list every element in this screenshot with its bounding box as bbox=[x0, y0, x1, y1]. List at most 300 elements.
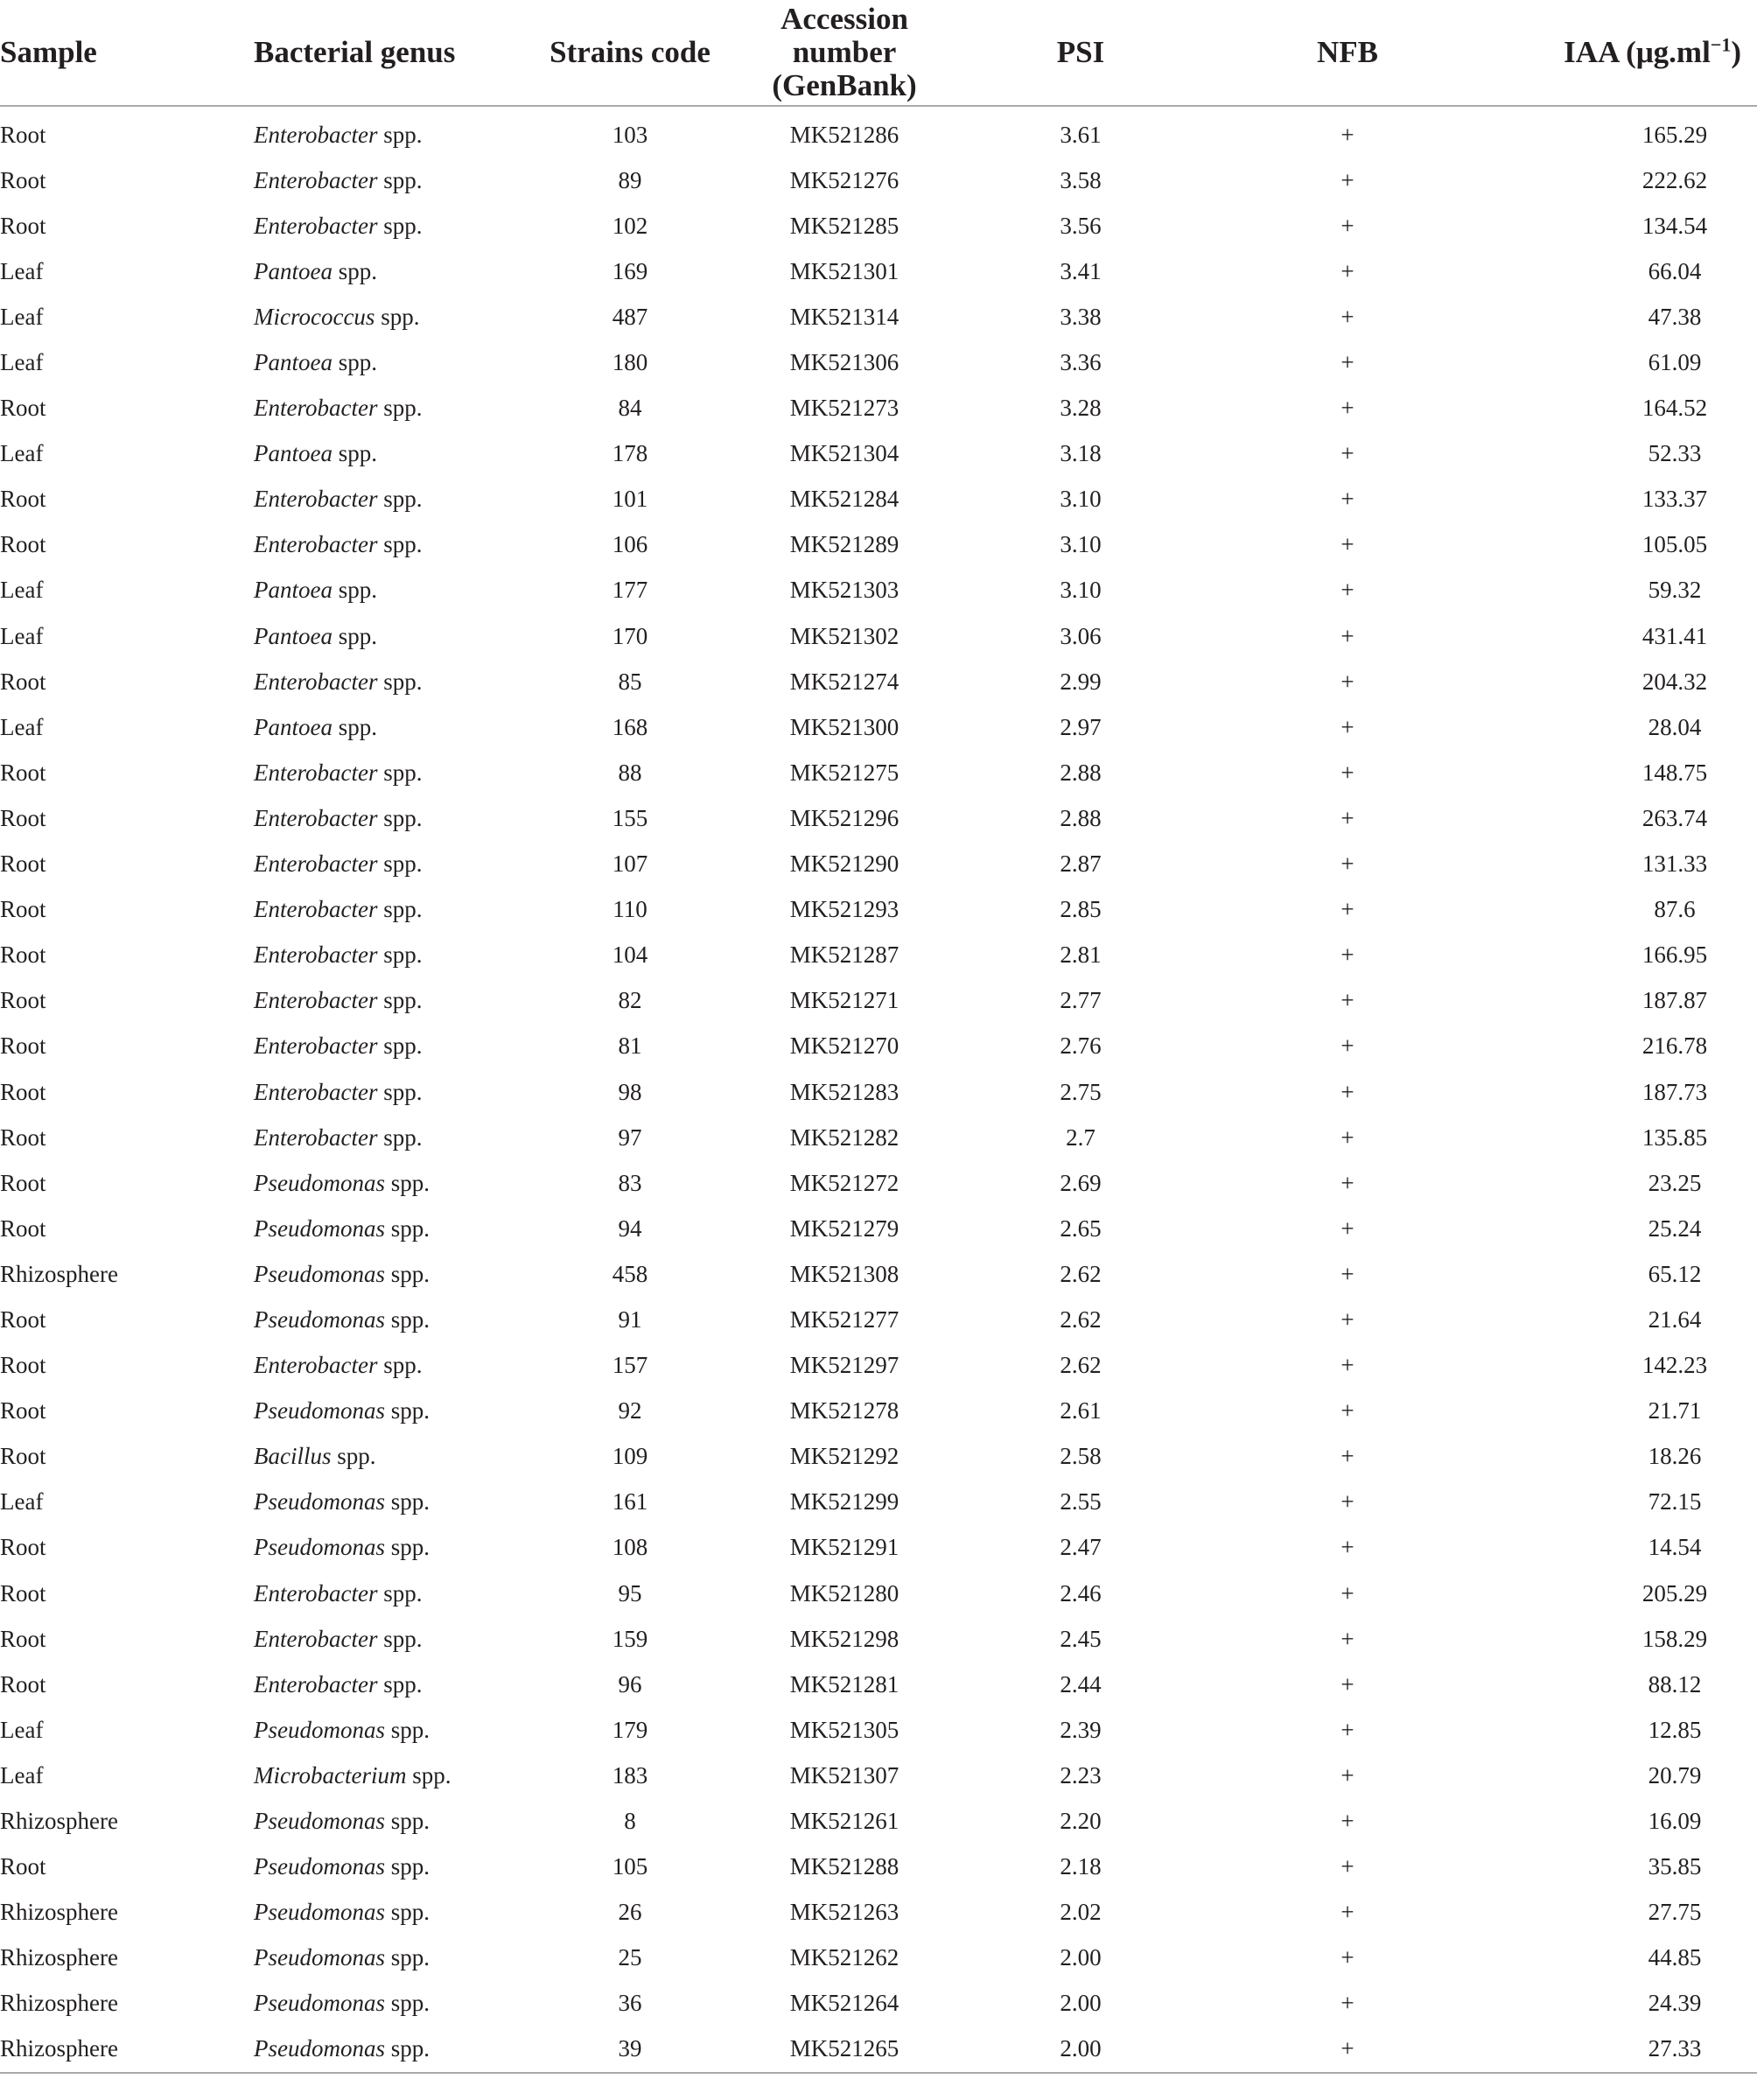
cell-strain: 83 bbox=[618, 1169, 642, 1196]
genus-suffix: spp. bbox=[377, 1124, 423, 1151]
cell-iaa: 52.33 bbox=[1648, 440, 1702, 467]
table-row bbox=[0, 1981, 1757, 2026]
cell-genus bbox=[254, 704, 525, 750]
cell-strain: 97 bbox=[618, 1124, 642, 1151]
cell-strain: 110 bbox=[612, 896, 648, 923]
cell-nfb: + bbox=[1340, 1853, 1354, 1880]
cell-genus bbox=[254, 568, 525, 613]
cell-nfb: + bbox=[1340, 121, 1354, 148]
cell-sample: Root bbox=[0, 804, 46, 831]
cell-strain: 157 bbox=[612, 1352, 648, 1379]
cell-nfb: + bbox=[1340, 1808, 1354, 1835]
cell-psi: 2.00 bbox=[954, 2026, 1208, 2073]
cell-sample: Rhizosphere bbox=[0, 1990, 118, 2017]
cell-genus bbox=[254, 1343, 525, 1389]
header-genus: Bacterial genus bbox=[254, 0, 525, 106]
cell-psi: 2.58 bbox=[1060, 1443, 1102, 1470]
cell-nfb: + bbox=[1340, 713, 1354, 740]
cell-psi: 2.47 bbox=[1060, 1534, 1102, 1561]
cell-strain: 178 bbox=[612, 440, 648, 467]
cell-nfb: + bbox=[1340, 1352, 1354, 1379]
genus-name: Enterobacter bbox=[254, 1352, 378, 1379]
cell-genus bbox=[254, 1434, 525, 1480]
cell-nfb: + bbox=[1340, 1625, 1354, 1652]
cell-accession: MK521293 bbox=[789, 896, 900, 923]
cell-accession: MK521263 bbox=[789, 1899, 900, 1926]
genus-suffix: spp. bbox=[332, 577, 377, 604]
cell-strain: 487 bbox=[612, 303, 648, 330]
cell-genus bbox=[254, 933, 525, 978]
cell-sample: Root bbox=[0, 668, 46, 695]
cell-psi: 2.88 bbox=[1060, 759, 1102, 786]
cell-iaa: 216.78 bbox=[1642, 1032, 1708, 1060]
cell-genus bbox=[254, 1707, 525, 1753]
table-row bbox=[0, 106, 1757, 158]
genus-name: Microbacterium bbox=[254, 1761, 407, 1788]
cell-nfb: + bbox=[1340, 668, 1354, 695]
cell-nfb: + bbox=[1340, 1534, 1354, 1561]
cell-iaa: 204.32 bbox=[1642, 668, 1708, 695]
genus-suffix: spp. bbox=[377, 668, 423, 695]
cell-accession: MK521302 bbox=[789, 622, 900, 649]
cell-strain: 88 bbox=[618, 759, 642, 786]
cell-nfb: + bbox=[1340, 1078, 1354, 1105]
cell-genus bbox=[254, 340, 525, 385]
cell-iaa: 28.04 bbox=[1648, 713, 1702, 740]
table-row bbox=[0, 340, 1757, 385]
table-row bbox=[0, 1798, 1757, 1844]
cell-psi: 2.7 bbox=[1066, 1124, 1096, 1151]
cell-strain: 85 bbox=[618, 668, 642, 695]
table-row bbox=[0, 887, 1757, 933]
genus-name: Pseudomonas bbox=[254, 1214, 385, 1242]
cell-accession: MK521290 bbox=[789, 850, 900, 878]
cell-accession: MK521272 bbox=[789, 1169, 900, 1196]
header-iaa-prefix: IAA (μg.ml bbox=[1564, 35, 1711, 69]
cell-iaa: 24.39 bbox=[1648, 1990, 1702, 2017]
cell-psi: 3.28 bbox=[1060, 395, 1102, 422]
genus-name: Enterobacter bbox=[254, 1670, 378, 1698]
genus-suffix: spp. bbox=[332, 622, 377, 649]
cell-accession: MK521300 bbox=[789, 713, 900, 740]
cell-psi: 2.81 bbox=[1060, 942, 1102, 969]
cell-accession: MK521280 bbox=[789, 1579, 900, 1606]
cell-genus bbox=[254, 1890, 525, 1936]
cell-accession: MK521270 bbox=[789, 1032, 900, 1060]
cell-genus bbox=[254, 522, 525, 568]
cell-psi: 2.00 bbox=[1060, 1944, 1102, 1971]
cell-iaa: 61.09 bbox=[1648, 349, 1702, 376]
cell-sample: Root bbox=[0, 1397, 46, 1424]
cell-nfb: + bbox=[1208, 2026, 1488, 2073]
cell-nfb: + bbox=[1340, 1944, 1354, 1971]
cell-sample: Leaf bbox=[0, 713, 44, 740]
cell-nfb: + bbox=[1340, 1214, 1354, 1242]
table-row bbox=[0, 1251, 1757, 1297]
cell-psi: 3.10 bbox=[1060, 531, 1102, 558]
cell-genus bbox=[254, 1024, 525, 1069]
cell-genus bbox=[254, 431, 525, 477]
cell-sample: Rhizosphere bbox=[0, 1260, 118, 1287]
genus-suffix: spp. bbox=[385, 1260, 430, 1287]
cell-accession: MK521291 bbox=[789, 1534, 900, 1561]
genus-suffix: spp. bbox=[385, 1899, 430, 1926]
cell-strain: 180 bbox=[612, 349, 648, 376]
cell-strain: 89 bbox=[618, 166, 642, 193]
cell-nfb: + bbox=[1340, 896, 1354, 923]
cell-iaa: 131.33 bbox=[1642, 850, 1708, 878]
cell-accession: MK521275 bbox=[789, 759, 900, 786]
cell-accession: MK521271 bbox=[789, 987, 900, 1014]
genus-name: Enterobacter bbox=[254, 121, 378, 148]
header-strain: Strains code bbox=[525, 0, 735, 106]
cell-nfb: + bbox=[1340, 1579, 1354, 1606]
cell-sample: Root bbox=[0, 987, 46, 1014]
genus-name: Enterobacter bbox=[254, 668, 378, 695]
cell-iaa: 25.24 bbox=[1648, 1214, 1702, 1242]
table-row bbox=[0, 1389, 1757, 1434]
cell-iaa: 12.85 bbox=[1648, 1716, 1702, 1743]
cell-sample: Root bbox=[0, 1670, 46, 1698]
genus-suffix: spp. bbox=[377, 121, 423, 148]
cell-strain: 177 bbox=[612, 577, 648, 604]
genus-name: Enterobacter bbox=[254, 1032, 378, 1060]
table-row bbox=[0, 1024, 1757, 1069]
cell-iaa: 72.15 bbox=[1648, 1488, 1702, 1516]
cell-sample: Root bbox=[0, 1352, 46, 1379]
header-row bbox=[0, 0, 1757, 106]
cell-strain: 458 bbox=[612, 1260, 648, 1287]
cell-accession: MK521314 bbox=[789, 303, 900, 330]
cell-sample: Rhizosphere bbox=[0, 1899, 118, 1926]
cell-psi: 2.99 bbox=[1060, 668, 1102, 695]
genus-name: Enterobacter bbox=[254, 1579, 378, 1606]
cell-strain: 169 bbox=[612, 257, 648, 284]
table-row bbox=[0, 842, 1757, 887]
genus-suffix: spp. bbox=[332, 713, 377, 740]
cell-psi: 3.41 bbox=[1060, 257, 1102, 284]
table-row bbox=[0, 1343, 1757, 1389]
cell-psi: 3.10 bbox=[1060, 486, 1102, 513]
table-row bbox=[0, 1160, 1757, 1206]
header-nfb: NFB bbox=[1208, 0, 1488, 106]
cell-nfb: + bbox=[1340, 1124, 1354, 1151]
cell-nfb: + bbox=[1340, 1761, 1354, 1788]
table-row bbox=[0, 522, 1757, 568]
genus-name: Enterobacter bbox=[254, 804, 378, 831]
genus-name: Pseudomonas bbox=[254, 1899, 385, 1926]
genus-suffix: spp. bbox=[385, 1990, 430, 2017]
cell-nfb: + bbox=[1340, 1488, 1354, 1516]
cell-strain: 161 bbox=[612, 1488, 648, 1516]
cell-genus bbox=[254, 613, 525, 659]
table-row bbox=[0, 1434, 1757, 1480]
cell-psi: 2.77 bbox=[1060, 987, 1102, 1014]
cell-genus bbox=[254, 2026, 525, 2073]
cell-genus bbox=[254, 1206, 525, 1251]
genus-name: Pseudomonas bbox=[254, 1716, 385, 1743]
table-row bbox=[0, 1890, 1757, 1936]
cell-nfb: + bbox=[1340, 349, 1354, 376]
genus-suffix: spp. bbox=[331, 1443, 376, 1470]
cell-strain: 25 bbox=[618, 1944, 642, 1971]
cell-psi: 2.44 bbox=[1060, 1670, 1102, 1698]
table-row bbox=[0, 477, 1757, 522]
cell-sample: Root bbox=[0, 1124, 46, 1151]
cell-psi: 2.88 bbox=[1060, 804, 1102, 831]
cell-sample: Root bbox=[0, 212, 46, 239]
cell-psi: 2.62 bbox=[1060, 1306, 1102, 1333]
cell-sample: Root bbox=[0, 395, 46, 422]
cell-psi: 3.06 bbox=[1060, 622, 1102, 649]
cell-genus bbox=[254, 1160, 525, 1206]
table-row bbox=[0, 1707, 1757, 1753]
genus-suffix: spp. bbox=[385, 2035, 430, 2062]
genus-name: Pantoea bbox=[254, 713, 332, 740]
table-row bbox=[0, 1480, 1757, 1525]
genus-name: Enterobacter bbox=[254, 759, 378, 786]
cell-sample: Rhizosphere bbox=[0, 1808, 118, 1835]
cell-iaa: 158.29 bbox=[1642, 1625, 1708, 1652]
cell-iaa: 27.33 bbox=[1488, 2026, 1757, 2073]
table-row bbox=[0, 203, 1757, 248]
cell-sample: Root bbox=[0, 1169, 46, 1196]
cell-sample: Rhizosphere bbox=[0, 1944, 118, 1971]
cell-genus bbox=[254, 1936, 525, 1981]
cell-nfb: + bbox=[1340, 987, 1354, 1014]
cell-iaa: 105.05 bbox=[1642, 531, 1708, 558]
cell-genus bbox=[254, 1571, 525, 1616]
table-row bbox=[0, 1206, 1757, 1251]
genus-suffix: spp. bbox=[377, 1670, 423, 1698]
cell-strain: 36 bbox=[618, 1990, 642, 2017]
table-row bbox=[0, 933, 1757, 978]
genus-suffix: spp. bbox=[385, 1306, 430, 1333]
cell-psi: 2.00 bbox=[1060, 1990, 1102, 2017]
cell-genus bbox=[254, 1981, 525, 2026]
table-row bbox=[0, 613, 1757, 659]
genus-suffix: spp. bbox=[385, 1488, 430, 1516]
cell-psi: 2.61 bbox=[1060, 1397, 1102, 1424]
table-header bbox=[0, 0, 1757, 106]
cell-sample: Root bbox=[0, 759, 46, 786]
cell-nfb: + bbox=[1340, 440, 1354, 467]
genus-suffix: spp. bbox=[385, 1169, 430, 1196]
table-row bbox=[0, 431, 1757, 477]
cell-sample: Root bbox=[0, 1625, 46, 1652]
genus-name: Pseudomonas bbox=[254, 1944, 385, 1971]
cell-nfb: + bbox=[1340, 622, 1354, 649]
genus-suffix: spp. bbox=[374, 303, 420, 330]
cell-genus bbox=[254, 750, 525, 795]
cell-iaa: 23.25 bbox=[1648, 1169, 1702, 1196]
table-row bbox=[0, 1297, 1757, 1342]
cell-strain: 82 bbox=[618, 987, 642, 1014]
header-iaa bbox=[1488, 0, 1757, 106]
cell-iaa: 205.29 bbox=[1642, 1579, 1708, 1606]
cell-genus bbox=[254, 1616, 525, 1662]
cell-strain: 96 bbox=[618, 1670, 642, 1698]
cell-strain: 104 bbox=[612, 942, 648, 969]
cell-psi: 2.65 bbox=[1060, 1214, 1102, 1242]
genus-suffix: spp. bbox=[377, 1078, 423, 1105]
cell-iaa: 65.12 bbox=[1648, 1260, 1702, 1287]
genus-name: Micrococcus bbox=[254, 303, 375, 330]
cell-sample: Leaf bbox=[0, 1716, 44, 1743]
genus-name: Pseudomonas bbox=[254, 1169, 385, 1196]
cell-iaa: 21.64 bbox=[1648, 1306, 1702, 1333]
cell-psi: 3.56 bbox=[1060, 212, 1102, 239]
cell-accession: MK521281 bbox=[789, 1670, 900, 1698]
cell-genus bbox=[254, 1662, 525, 1707]
genus-suffix: spp. bbox=[377, 942, 423, 969]
cell-nfb: + bbox=[1340, 577, 1354, 604]
cell-sample: Root bbox=[0, 1214, 46, 1242]
table-row bbox=[0, 978, 1757, 1024]
cell-iaa: 87.6 bbox=[1654, 896, 1696, 923]
cell-sample: Root bbox=[0, 1534, 46, 1561]
cell-strain: 81 bbox=[618, 1032, 642, 1060]
cell-psi: 3.10 bbox=[1060, 577, 1102, 604]
cell-sample: Root bbox=[0, 1443, 46, 1470]
cell-accession: MK521265 bbox=[735, 2026, 954, 2073]
genus-name: Pseudomonas bbox=[254, 1853, 385, 1880]
genus-suffix: spp. bbox=[377, 166, 423, 193]
cell-sample: Root bbox=[0, 1078, 46, 1105]
cell-genus bbox=[254, 1480, 525, 1525]
cell-sample: Leaf bbox=[0, 349, 44, 376]
cell-nfb: + bbox=[1340, 395, 1354, 422]
cell-accession: MK521276 bbox=[789, 166, 900, 193]
genus-suffix: spp. bbox=[377, 1352, 423, 1379]
cell-sample: Root bbox=[0, 850, 46, 878]
cell-sample: Root bbox=[0, 1579, 46, 1606]
cell-genus bbox=[254, 1251, 525, 1297]
cell-sample: Root bbox=[0, 1306, 46, 1333]
cell-iaa: 66.04 bbox=[1648, 257, 1702, 284]
table-row bbox=[0, 704, 1757, 750]
cell-genus bbox=[254, 1389, 525, 1434]
cell-strain: 39 bbox=[525, 2026, 735, 2073]
cell-accession: MK521284 bbox=[789, 486, 900, 513]
header-accession-line1: Accession number bbox=[780, 2, 908, 69]
cell-sample: Root bbox=[0, 1032, 46, 1060]
cell-strain: 107 bbox=[612, 850, 648, 878]
header-psi: PSI bbox=[954, 0, 1208, 106]
table-row bbox=[0, 158, 1757, 203]
cell-sample: Leaf bbox=[0, 577, 44, 604]
table-row bbox=[0, 1662, 1757, 1707]
cell-genus bbox=[254, 248, 525, 294]
table-row bbox=[0, 294, 1757, 340]
cell-strain: 103 bbox=[612, 121, 648, 148]
genus-name: Enterobacter bbox=[254, 1124, 378, 1151]
cell-genus bbox=[254, 659, 525, 704]
cell-genus bbox=[254, 1798, 525, 1844]
cell-accession: MK521288 bbox=[789, 1853, 900, 1880]
table-row bbox=[0, 1069, 1757, 1115]
table-row bbox=[0, 750, 1757, 795]
genus-name: Pseudomonas bbox=[254, 1260, 385, 1287]
cell-accession: MK521304 bbox=[789, 440, 900, 467]
cell-accession: MK521277 bbox=[789, 1306, 900, 1333]
table-body bbox=[0, 106, 1757, 2073]
genus-name: Enterobacter bbox=[254, 987, 378, 1014]
table-row bbox=[0, 1115, 1757, 1160]
cell-psi: 2.20 bbox=[1060, 1808, 1102, 1835]
cell-sample: Root bbox=[0, 166, 46, 193]
genus-name: Enterobacter bbox=[254, 1625, 378, 1652]
cell-iaa: 20.79 bbox=[1648, 1761, 1702, 1788]
cell-accession: MK521274 bbox=[789, 668, 900, 695]
cell-strain: 84 bbox=[618, 395, 642, 422]
genus-suffix: spp. bbox=[377, 1032, 423, 1060]
genus-name: Pantoea bbox=[254, 622, 332, 649]
cell-accession: MK521289 bbox=[789, 531, 900, 558]
genus-suffix: spp. bbox=[377, 987, 423, 1014]
cell-accession: MK521286 bbox=[789, 121, 900, 148]
cell-strain: 98 bbox=[618, 1078, 642, 1105]
cell-psi: 2.85 bbox=[1060, 896, 1102, 923]
cell-strain: 105 bbox=[612, 1853, 648, 1880]
genus-suffix: spp. bbox=[377, 531, 423, 558]
genus-name: Pseudomonas bbox=[254, 1990, 385, 2017]
cell-genus bbox=[254, 887, 525, 933]
cell-iaa: 47.38 bbox=[1648, 303, 1702, 330]
cell-psi: 2.23 bbox=[1060, 1761, 1102, 1788]
cell-psi: 2.39 bbox=[1060, 1716, 1102, 1743]
genus-name: Bacillus bbox=[254, 1443, 332, 1470]
genus-name: Enterobacter bbox=[254, 486, 378, 513]
cell-sample: Root bbox=[0, 531, 46, 558]
cell-nfb: + bbox=[1340, 1670, 1354, 1698]
cell-genus bbox=[254, 1844, 525, 1890]
cell-iaa: 148.75 bbox=[1642, 759, 1708, 786]
cell-psi: 2.69 bbox=[1060, 1169, 1102, 1196]
cell-strain: 101 bbox=[612, 486, 648, 513]
cell-genus bbox=[254, 386, 525, 431]
cell-accession: MK521308 bbox=[789, 1260, 900, 1287]
genus-suffix: spp. bbox=[406, 1761, 452, 1788]
cell-strain: 106 bbox=[612, 531, 648, 558]
cell-genus bbox=[254, 1525, 525, 1571]
cell-iaa: 187.87 bbox=[1642, 987, 1708, 1014]
genus-suffix: spp. bbox=[377, 804, 423, 831]
cell-genus bbox=[254, 978, 525, 1024]
genus-name: Enterobacter bbox=[254, 531, 378, 558]
cell-nfb: + bbox=[1340, 1990, 1354, 2017]
cell-genus bbox=[254, 1069, 525, 1115]
cell-genus bbox=[254, 203, 525, 248]
genus-suffix: spp. bbox=[377, 896, 423, 923]
cell-psi: 3.61 bbox=[1060, 121, 1102, 148]
cell-iaa: 21.71 bbox=[1648, 1397, 1702, 1424]
cell-nfb: + bbox=[1340, 531, 1354, 558]
cell-iaa: 14.54 bbox=[1648, 1534, 1702, 1561]
cell-strain: 183 bbox=[612, 1761, 648, 1788]
cell-accession: MK521279 bbox=[789, 1214, 900, 1242]
cell-iaa: 27.75 bbox=[1648, 1899, 1702, 1926]
cell-accession: MK521297 bbox=[789, 1352, 900, 1379]
genus-name: Pantoea bbox=[254, 257, 332, 284]
cell-accession: MK521298 bbox=[789, 1625, 900, 1652]
table-row bbox=[0, 1571, 1757, 1616]
cell-accession: MK521296 bbox=[789, 804, 900, 831]
cell-nfb: + bbox=[1340, 486, 1354, 513]
header-accession bbox=[735, 0, 954, 106]
genus-suffix: spp. bbox=[385, 1716, 430, 1743]
header-iaa-suffix: ) bbox=[1731, 35, 1741, 69]
